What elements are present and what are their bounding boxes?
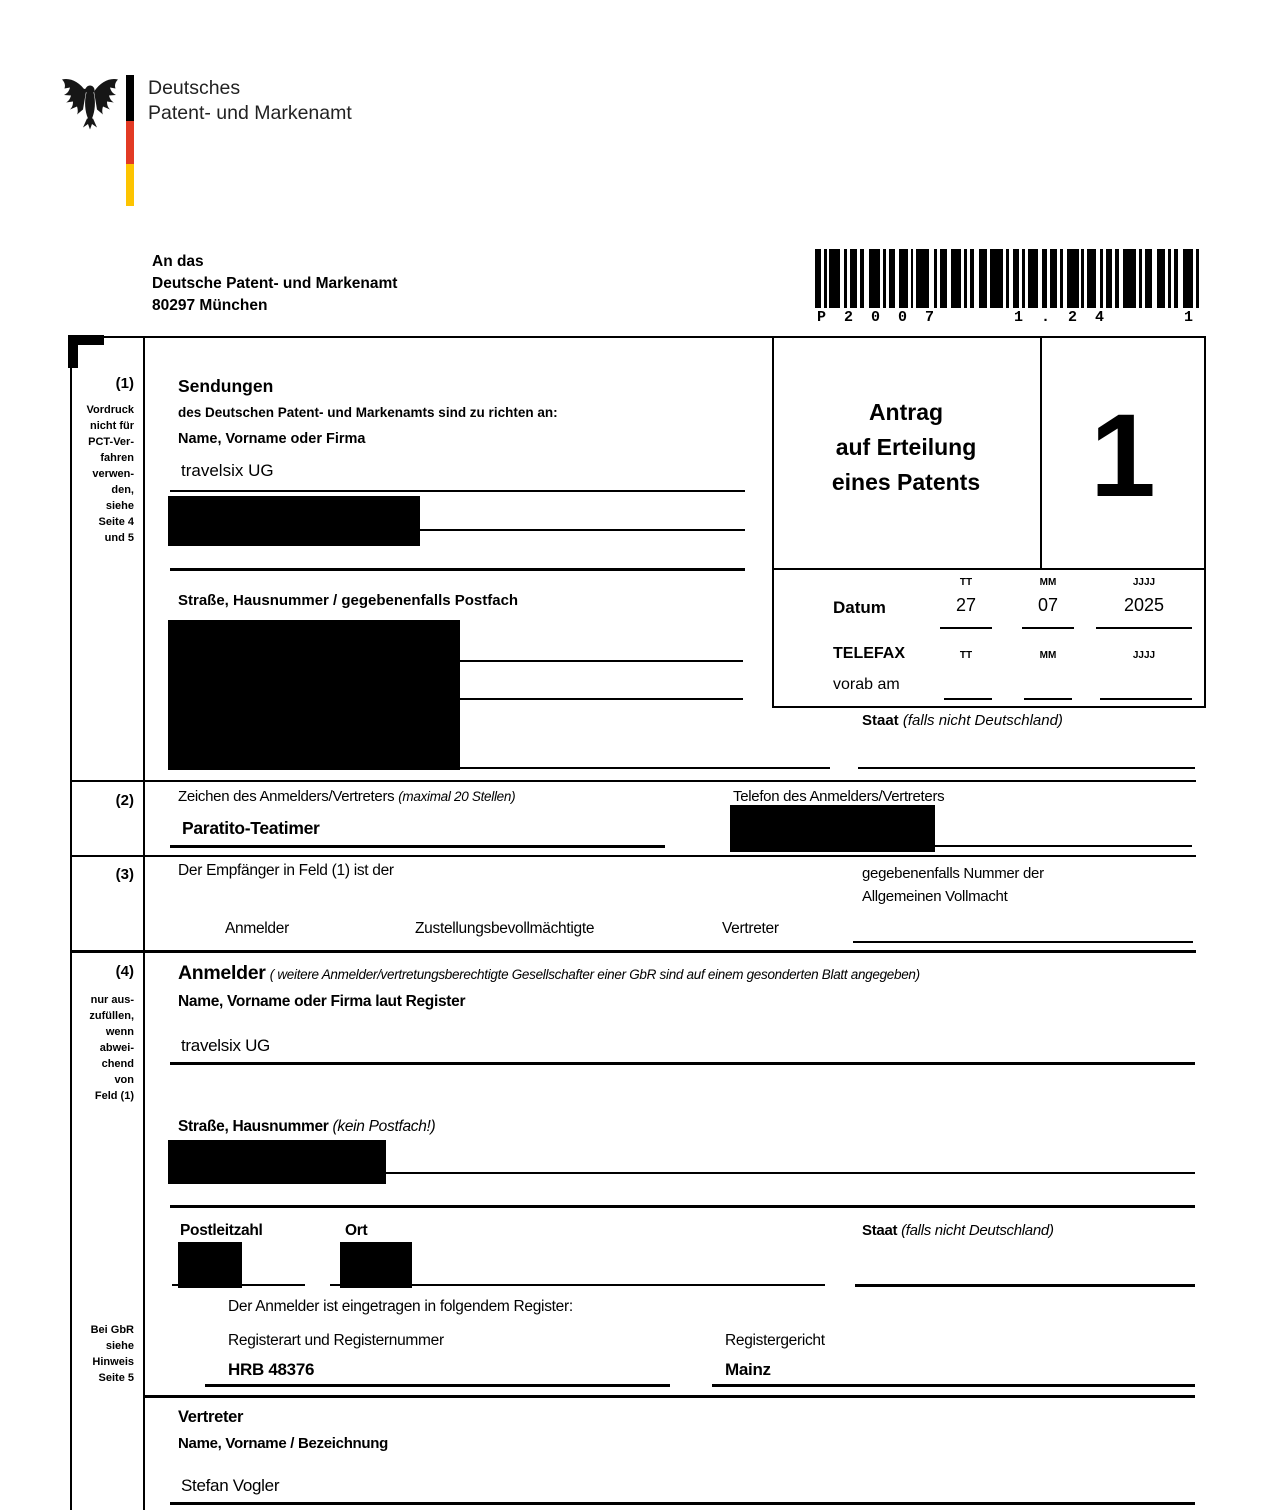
barcode-text [817, 309, 1193, 326]
field4-heading-note: ( weitere Anmelder/vertretungsberechtigte Gesellschafter einer GbR sind auf einem gesonderten Blatt angegeben) [269, 967, 920, 982]
page-number: 1 [1090, 389, 1156, 522]
telefax-label: TELEFAX [833, 645, 906, 662]
field4-ort-label: Ort [345, 1222, 368, 1239]
staat-top-label [862, 712, 1063, 729]
field1-address-line-3[interactable] [170, 568, 745, 571]
date-day-header: TT [959, 577, 973, 588]
federal-eagle-icon [60, 70, 120, 136]
field1-street-label: Straße, Hausnummer / gegebenenfalls Postfach [178, 592, 519, 609]
field2-ref-value: Paratito-Teatimer [182, 818, 320, 838]
logo-line-1: Deutsches [148, 77, 241, 99]
logo-line-2: Patent- und Markenamt [148, 102, 352, 124]
flag-red [126, 121, 134, 164]
recipient-line-3: 80297 München [152, 297, 268, 314]
field4-register-court-value: Mainz [725, 1360, 771, 1379]
date-month-header: MM [1039, 577, 1057, 588]
field4-register-intro: Der Anmelder ist eingetragen in folgendem Register: [228, 1298, 573, 1315]
redacted-block [168, 1140, 386, 1184]
flag-gold [126, 164, 134, 206]
staat-top-label-bold: Staat [862, 712, 899, 729]
flag-bar [126, 75, 134, 206]
field4-heading: Anmelder [178, 962, 266, 984]
field4-register-court-line[interactable] [712, 1384, 1195, 1387]
agency-logo-text [148, 76, 352, 126]
field4-staat-line[interactable] [855, 1284, 1195, 1287]
form-title [774, 395, 1038, 500]
telefax-day-line[interactable] [944, 698, 992, 700]
option-vertreter[interactable]: Vertreter [722, 920, 779, 937]
field2-phone-line[interactable] [935, 845, 1192, 847]
barcode-text-right: 1 [1183, 309, 1193, 326]
field4-gbr-note: Bei GbR siehe Hinweis Seite 5 [90, 1324, 134, 1384]
date-year-line[interactable] [1096, 627, 1192, 629]
vertreter-heading: Vertreter [178, 1408, 244, 1426]
field4-name-line[interactable] [170, 1062, 1195, 1065]
telefax-day-header: TT [959, 650, 973, 661]
field1-name-line[interactable] [170, 490, 745, 492]
field2-ref-note: (maximal 20 Stellen) [398, 789, 516, 804]
field4-street-line-1[interactable] [386, 1172, 1195, 1174]
field1-number: (1) [115, 375, 134, 392]
field4-staat-note: (falls nicht Deutschland) [901, 1222, 1054, 1239]
date-month-value: 07 [1037, 595, 1059, 615]
redacted-block [168, 620, 460, 770]
field1-name-value: travelsix UG [181, 461, 274, 480]
vertreter-name-line[interactable] [170, 1502, 1195, 1505]
barcode-text-mid: 1 . 2 4 [1013, 309, 1104, 326]
recipient-address [152, 251, 397, 317]
field4-heading-row [178, 962, 920, 985]
telefax-year-header: JJJJ [1132, 650, 1156, 661]
telefax-month-header: MM [1039, 650, 1057, 661]
staat-top-line[interactable] [858, 767, 1195, 769]
row-border-field4 [70, 950, 1196, 953]
field4-register-court-label: Registergericht [725, 1332, 825, 1349]
form-title-line-1: Antrag [868, 399, 944, 425]
redacted-block [340, 1242, 412, 1288]
field1-street-line-3[interactable] [460, 767, 830, 769]
field1-subheading: des Deutschen Patent- und Markenamts sind zu richten an: [178, 405, 558, 420]
field4-street-note: (kein Postfach!) [332, 1118, 436, 1135]
recipient-line-2: Deutsche Patent- und Markenamt [152, 275, 398, 292]
date-day-value: 27 [955, 595, 977, 615]
redacted-block [168, 496, 420, 546]
date-day-line[interactable] [940, 627, 992, 629]
redacted-block [730, 805, 935, 852]
option-anmelder[interactable]: Anmelder [225, 920, 289, 937]
recipient-line-1: An das [152, 253, 204, 270]
field4-register-type-label: Registerart und Registernummer [228, 1332, 444, 1349]
redacted-block [178, 1242, 242, 1288]
date-month-line[interactable] [1022, 627, 1074, 629]
barcode [815, 249, 1205, 308]
field3-question: Der Empfänger in Feld (1) ist der [178, 862, 394, 879]
field2-number: (2) [115, 792, 134, 809]
barcode-text-left: P 2 0 0 7 [817, 309, 935, 326]
vertreter-name-label: Name, Vorname / Bezeichnung [178, 1435, 389, 1452]
field2-ref-line[interactable] [170, 845, 665, 848]
flag-black [126, 75, 134, 121]
field1-heading: Sendungen [178, 376, 274, 396]
field2-ref-label: Zeichen des Anmelders/Vertreters (maximal 20 Stellen) [178, 788, 516, 805]
row-border-vertreter [143, 1395, 1195, 1398]
field1-margin-note: Vordruck nicht für PCT-Ver- fahren verwen- den, siehe Seite 4 und 5 [86, 404, 134, 544]
option-zustellungsbevollmaechtigte[interactable]: Zustellungsbevollmächtigte [415, 920, 595, 937]
date-year-header: JJJJ [1132, 577, 1156, 588]
telefax-sub-label: vorab am [833, 676, 900, 693]
field4-street-label-row: Straße, Hausnummer (kein Postfach!) [178, 1118, 436, 1135]
field3-power-line[interactable] [853, 941, 1193, 943]
field4-name-value: travelsix UG [181, 1036, 270, 1055]
date-label: Datum [833, 598, 886, 617]
field4-margin-note: nur aus- zufüllen, wenn abwei- chend von Feld (1) [89, 994, 134, 1102]
form-title-line-3: eines Patents [831, 469, 981, 495]
vertreter-name-value: Stefan Vogler [181, 1476, 280, 1495]
telefax-month-line[interactable] [1024, 698, 1072, 700]
field4-street-line-2[interactable] [170, 1205, 1195, 1208]
field4-staat-label-row: Staat (falls nicht Deutschland) [862, 1222, 1054, 1239]
field4-register-type-value: HRB 48376 [228, 1360, 315, 1379]
staat-top-label-note: (falls nicht Deutschland) [902, 712, 1063, 729]
field4-plz-label: Postleitzahl [180, 1222, 263, 1239]
field4-number: (4) [115, 963, 134, 980]
telefax-year-line[interactable] [1100, 698, 1192, 700]
field3-power-label: gegebenenfalls Nummer der Allgemeinen Vollmacht [862, 865, 1044, 905]
margin-divider [143, 336, 145, 1510]
field1-street-line-2[interactable] [460, 698, 743, 700]
form-title-line-2: auf Erteilung [835, 434, 977, 460]
row-border-field3 [70, 855, 1196, 857]
date-year-value: 2025 [1123, 595, 1165, 615]
field1-address-line-2[interactable] [420, 529, 745, 531]
field3-number: (3) [115, 866, 134, 883]
field1-street-line-1[interactable] [460, 660, 743, 662]
field2-phone-label: Telefon des Anmelders/Vertreters [733, 788, 945, 805]
field4-name-label: Name, Vorname oder Firma laut Register [178, 993, 466, 1010]
row-border-field2 [70, 780, 1196, 782]
field1-name-label: Name, Vorname oder Firma [178, 431, 366, 447]
field4-register-type-line[interactable] [205, 1384, 670, 1387]
